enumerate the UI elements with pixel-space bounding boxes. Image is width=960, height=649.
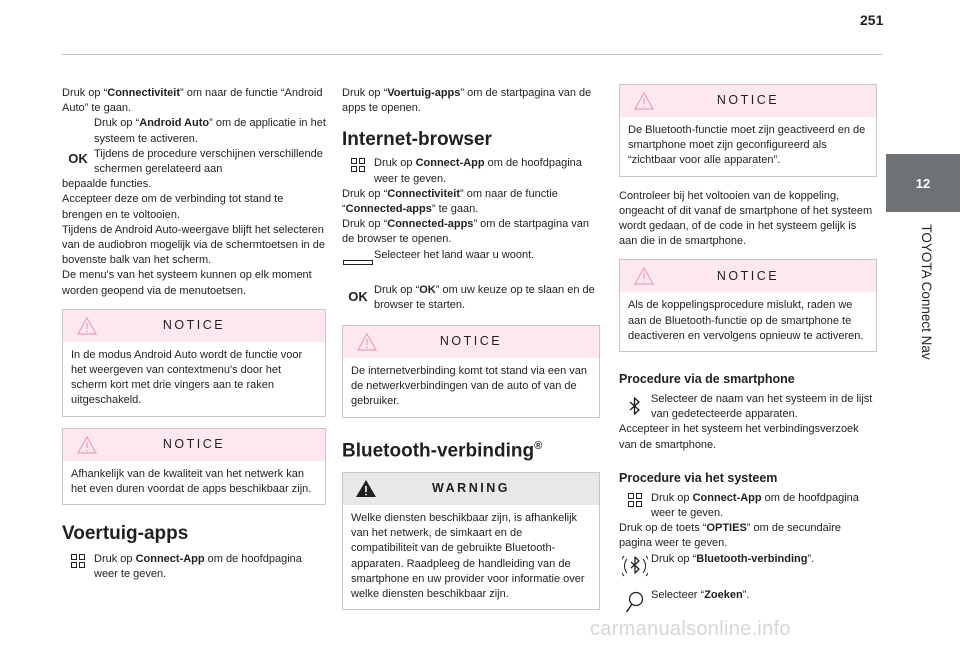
apps-grid-icon	[628, 493, 642, 507]
chapter-number: 12	[915, 175, 931, 191]
chapter-tab[interactable]	[886, 154, 960, 212]
step-row	[342, 248, 600, 265]
section-heading: Bluetooth-verbinding®	[342, 439, 543, 461]
paragraph: Tijdens de procedure verschijnen verschillende schermen gerelateerd aan	[94, 147, 323, 176]
step-row	[62, 552, 326, 582]
apps-grid-icon	[351, 158, 365, 172]
section-heading: Voertuig-apps	[62, 523, 189, 545]
step-row	[619, 588, 877, 614]
notice-title: NOTICE	[716, 93, 780, 108]
step-row	[62, 116, 326, 177]
page-number: 251	[860, 12, 884, 28]
paragraph: Druk op “Android Auto” om de applicatie in het systeem te activeren.	[94, 117, 326, 145]
notice-title: NOTICE	[439, 334, 503, 349]
chapter-label: TOYOTA Connect Nav	[919, 224, 934, 360]
notice-title: NOTICE	[162, 437, 226, 452]
paragraph: Druk op “Connectiviteit” om naar de functie “Connected-apps” te gaan.	[342, 187, 558, 216]
paragraph: Druk op Connect-App om de hoofdpagina weer te geven.	[94, 553, 302, 581]
step-row	[342, 283, 600, 313]
paragraph: Druk op de toets “OPTIES” om de secundaire pagina weer te geven.	[619, 522, 841, 550]
warning-triangle-icon	[634, 92, 654, 110]
section-heading: Procedure via de smartphone	[619, 372, 795, 387]
step-row	[619, 491, 877, 521]
paragraph: Tijdens de Android Auto-weergave blijft het selecteren van de audiobron mogelijk via de schermtoetsen in de bovenste balk van het scherm.	[62, 223, 325, 267]
paragraph: Selecteer de naam van het systeem in de lijst van gedetecteerde apparaten.	[651, 393, 873, 421]
paragraph: Druk op “Connected-apps” om de startpagina van de browser te openen.	[342, 218, 590, 246]
warning-triangle-icon	[355, 479, 377, 498]
notice-box	[62, 309, 326, 417]
notice-text: In de modus Android Auto wordt de functie voor het weergeven van contextmenu's door het scherm kort met drie vingers aan te raken uitgeschakeld.	[71, 348, 303, 407]
bluetooth-icon	[628, 396, 642, 416]
paragraph: Accepteer in het systeem het verbindingsverzoek van de smartphone.	[619, 423, 859, 451]
column-3	[619, 84, 877, 614]
paragraph: Druk op “Voertuig-apps” om de startpagina van de apps te openen.	[342, 87, 592, 115]
notice-title: NOTICE	[716, 268, 780, 283]
column-2	[342, 86, 600, 610]
notice-box	[62, 428, 326, 505]
step-row	[619, 552, 877, 578]
warning-triangle-icon	[357, 333, 377, 351]
paragraph: Druk op Connect-App om de hoofdpagina weer te geven.	[651, 491, 859, 520]
paragraph: Controleer bij het voltooien van de koppeling, ongeacht of dit vanaf de smartphone of het systeem wordt gedaan, of de code in het systeem gelijk is aan die in de smartphone.	[619, 189, 873, 248]
column-1	[62, 86, 326, 582]
notice-title: NOTICE	[162, 318, 226, 333]
notice-box	[342, 325, 600, 418]
watermark: carmanualsonline.info	[590, 618, 791, 640]
section-heading: Procedure via het systeem	[619, 470, 778, 485]
paragraph: Accepteer deze om de verbinding tot stand te brengen en te voltooien.	[62, 193, 284, 221]
step-row	[619, 392, 877, 422]
notice-text: Afhankelijk van de kwaliteit van het netwerk kan het even duren voordat de apps beschikbaar zijn.	[71, 467, 312, 495]
warning-text: Welke diensten beschikbaar zijn, is afhankelijk van het netwerk, de simkaart en de compatibiliteit van de gebruikte Bluetooth-apparaten. Raadpleeg de handleiding van de smartphone en uw provider voor informatie over welke diensten beschikbaar zijn.	[351, 511, 585, 600]
notice-text: De internetverbinding komt tot stand via een van de netwerkverbindingen van de auto of van de gebruiker.	[351, 365, 588, 408]
warning-triangle-icon	[77, 317, 97, 335]
paragraph: Selecteer “Zoeken”.	[651, 588, 750, 601]
ok-icon: OK	[68, 151, 88, 167]
notice-box	[619, 259, 877, 352]
paragraph: Druk op Connect-App om de hoofdpagina weer te geven.	[374, 157, 582, 185]
paragraph: De menu's van het systeem kunnen op elk moment worden geopend via de menutoetsen.	[62, 269, 312, 297]
section-heading: Internet-browser	[342, 129, 492, 151]
paragraph: bepaalde functies.	[62, 178, 152, 191]
warning-title: WARNING	[432, 481, 510, 496]
paragraph: Selecteer het land waar u woont.	[374, 248, 535, 261]
paragraph: Druk op “OK” om uw keuze op te slaan en de browser te starten.	[374, 283, 595, 311]
apps-grid-icon	[71, 554, 85, 568]
search-icon	[625, 590, 645, 614]
step-row	[342, 156, 600, 186]
notice-text: De Bluetooth-functie moet zijn geactiveerd en de smartphone moet zijn geconfigureerd als “zichtbaar voor alle apparaten”.	[628, 124, 866, 167]
paragraph: Druk op “Connectiviteit” om naar de functie “Android Auto” te gaan.	[62, 87, 323, 115]
warning-triangle-icon	[77, 436, 97, 454]
ok-icon: OK	[348, 288, 368, 304]
paragraph: Druk op “Bluetooth-verbinding”.	[651, 552, 815, 565]
warning-triangle-icon	[634, 267, 654, 285]
header-rule	[62, 54, 882, 55]
bluetooth-connect-icon	[622, 554, 648, 578]
warning-box	[342, 472, 600, 610]
notice-box	[619, 84, 877, 177]
list-bar-icon	[343, 260, 373, 265]
notice-text: Als de koppelingsprocedure mislukt, raden we aan de Bluetooth-functie op de smartphone te deactiveren en vervolgens opnieuw te activeren.	[628, 299, 864, 342]
